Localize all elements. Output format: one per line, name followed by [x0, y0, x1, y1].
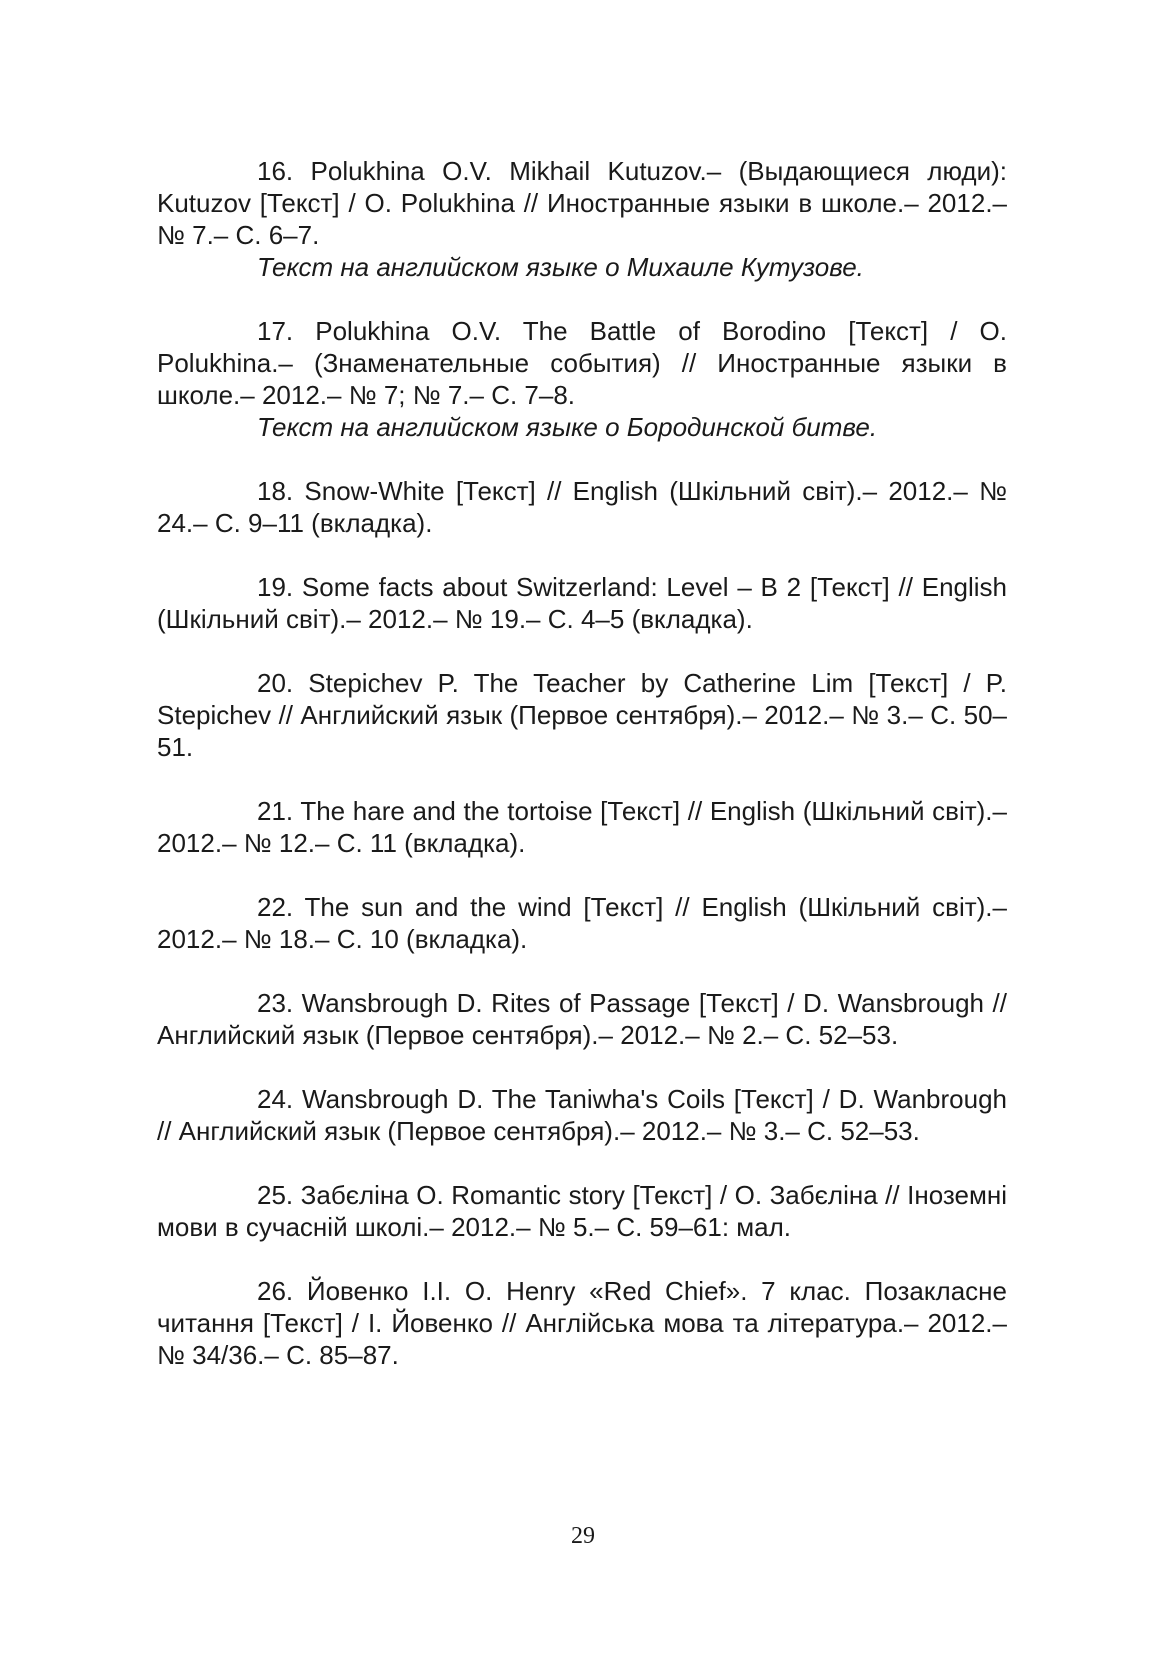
bibliography-entry-17 — [157, 315, 1007, 443]
bibliography-entry-23 — [157, 987, 1007, 1051]
entry-text: 25. Забєліна О. Romantic story [Текст] / О. Забєліна // Іноземні мови в сучасній школі.– 2012.– № 5.– С. 59–61: мал. — [157, 1180, 1007, 1242]
entry-text: 19. Some facts about Switzerland: Level – B 2 [Текст] // English (Шкільний світ).– 2012.– № 19.– С. 4–5 (вкладка). — [157, 572, 1007, 634]
bibliography-entry-18 — [157, 475, 1007, 539]
page-number: 29 — [571, 1523, 595, 1549]
entry-text: 17. Polukhina O.V. The Battle of Borodino [Текст] / O. Polukhina.– (Знаменательные события) // Иностранные языки в школе.– 2012.– № 7; № 7.– С. 7–8. — [157, 316, 1007, 410]
entry-text: 20. Stepichev P. The Teacher by Catherine Lim [Текст] / P. Stepichev // Английский язык (Первое сентября).– 2012.– № 3.– С. 50–51. — [157, 668, 1007, 762]
entry-annotation: Текст на английском языке о Михаиле Кутузове. — [257, 252, 864, 282]
entry-text: 26. Йовенко І.І. O. Henry «Red Chief». 7 клас. Позакласне читання [Текст] / І. Йовенко // Англійська мова та література.– 2012.– № 34/36.– С. 85–87. — [157, 1276, 1007, 1370]
entry-text: 22. The sun and the wind [Текст] // English (Шкільний світ).– 2012.– № 18.– С. 10 (вкладка). — [157, 892, 1007, 954]
bibliography-entry-20 — [157, 667, 1007, 763]
entry-text: 18. Snow-White [Текст] // English (Шкільний світ).– 2012.– № 24.– С. 9–11 (вкладка). — [157, 476, 1007, 538]
bibliography-entry-26 — [157, 1275, 1007, 1371]
entry-annotation: Текст на английском языке о Бородинской битве. — [257, 412, 878, 442]
entry-text: 23. Wansbrough D. Rites of Passage [Текст] / D. Wansbrough // Английский язык (Первое сентября).– 2012.– № 2.– С. 52–53. — [157, 988, 1007, 1050]
bibliography-entry-25 — [157, 1179, 1007, 1243]
bibliography-entry-19 — [157, 571, 1007, 635]
bibliography-entry-24 — [157, 1083, 1007, 1147]
bibliography-entry-21 — [157, 795, 1007, 859]
entry-text: 21. The hare and the tortoise [Текст] // English (Шкільний світ).– 2012.– № 12.– С. 11 (вкладка). — [157, 796, 1007, 858]
bibliography-entry-16 — [157, 155, 1007, 283]
bibliography-list — [157, 155, 1007, 1403]
entry-text: 16. Polukhina O.V. Mikhail Kutuzov.– (Выдающиеся люди): Kutuzov [Текст] / O. Polukhina // Иностранные языки в школе.– 2012.– № 7.– С. 6–7. — [157, 156, 1007, 250]
entry-text: 24. Wansbrough D. The Taniwha's Coils [Текст] / D. Wanbrough // Английский язык (Первое сентября).– 2012.– № 3.– С. 52–53. — [157, 1084, 1007, 1146]
bibliography-entry-22 — [157, 891, 1007, 955]
